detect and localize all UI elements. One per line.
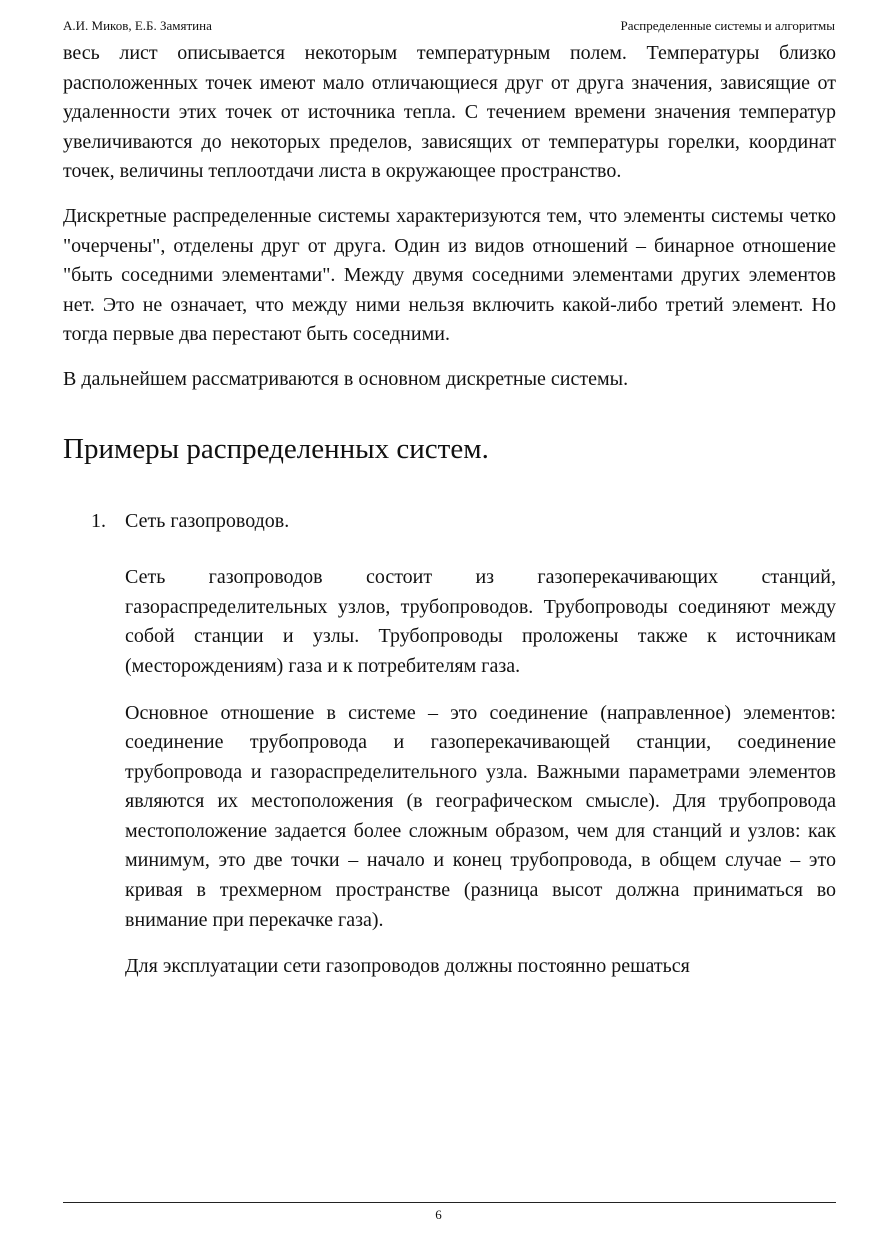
list-item-number: 1. [91,509,106,532]
list-item-paragraph: Для эксплуатации сети газопроводов должны постоянно решаться [125,955,690,978]
page-number: 6 [435,1207,442,1222]
list-item-paragraph: Сеть газопроводов состоит из газоперекачивающих станций, газораспределительных узлов, трубопроводов. Трубопроводы соединяют между собой станции и узлы. Трубопроводы проложены также к источникам (месторождениям) газа и к потребителям газа. [125,566,836,677]
paragraph-discrete-systems: Дискретные распределенные системы характеризуются тем, что элементы системы четко "очерчены", отделены друг от друга. Один из видов отношений – бинарное отношение "быть соседними элементами". Между двумя соседними элементами других элементов нет. Это не означает, что между ними нельзя включить какой-либо третий элемент. Но тогда первые два перестают быть соседними. [63,204,836,346]
section-heading: Примеры распределенных систем. [63,432,489,465]
list-item-title: Сеть газопроводов. [125,509,290,532]
numbered-list [63,507,836,982]
footer-divider [63,1202,836,1203]
list-item [91,507,836,982]
paragraph-temperature-field: весь лист описывается некоторым температурным полем. Температуры близко расположенных точек имеют мало отличающиеся друг от друга значения, зависящие от удаленности этих точек от источника тепла. С течением времени значения температур увеличиваются до некоторых пределов, зависящих от температуры горелки, координат точек, величины теплоотдачи листа в окружающее пространство. [63,42,836,183]
list-item-paragraph: Основное отношение в системе – это соединение (направленное) элементов: соединение трубопровода и газоперекачивающей станции, соединение трубопровода и газораспределительного узла. Важными параметрами элементов являются их местоположения (в географическом смысле). Для трубопровода местоположение задается более сложным образом, чем для станций и узлов: как минимум, это две точки – начало и конец трубопровода, в общем случае – это кривая в трехмерном пространстве (разница высот должна приниматься во внимание при перекачке газа). [125,701,836,931]
header-title: Распределенные системы и алгоритмы [620,18,835,33]
page-content [63,39,836,982]
header-authors: А.И. Миков, Е.Б. Замятина [63,18,212,33]
page-header [63,16,835,36]
paragraph-further-discrete: В дальнейшем рассматриваются в основном дискретные системы. [63,367,629,390]
